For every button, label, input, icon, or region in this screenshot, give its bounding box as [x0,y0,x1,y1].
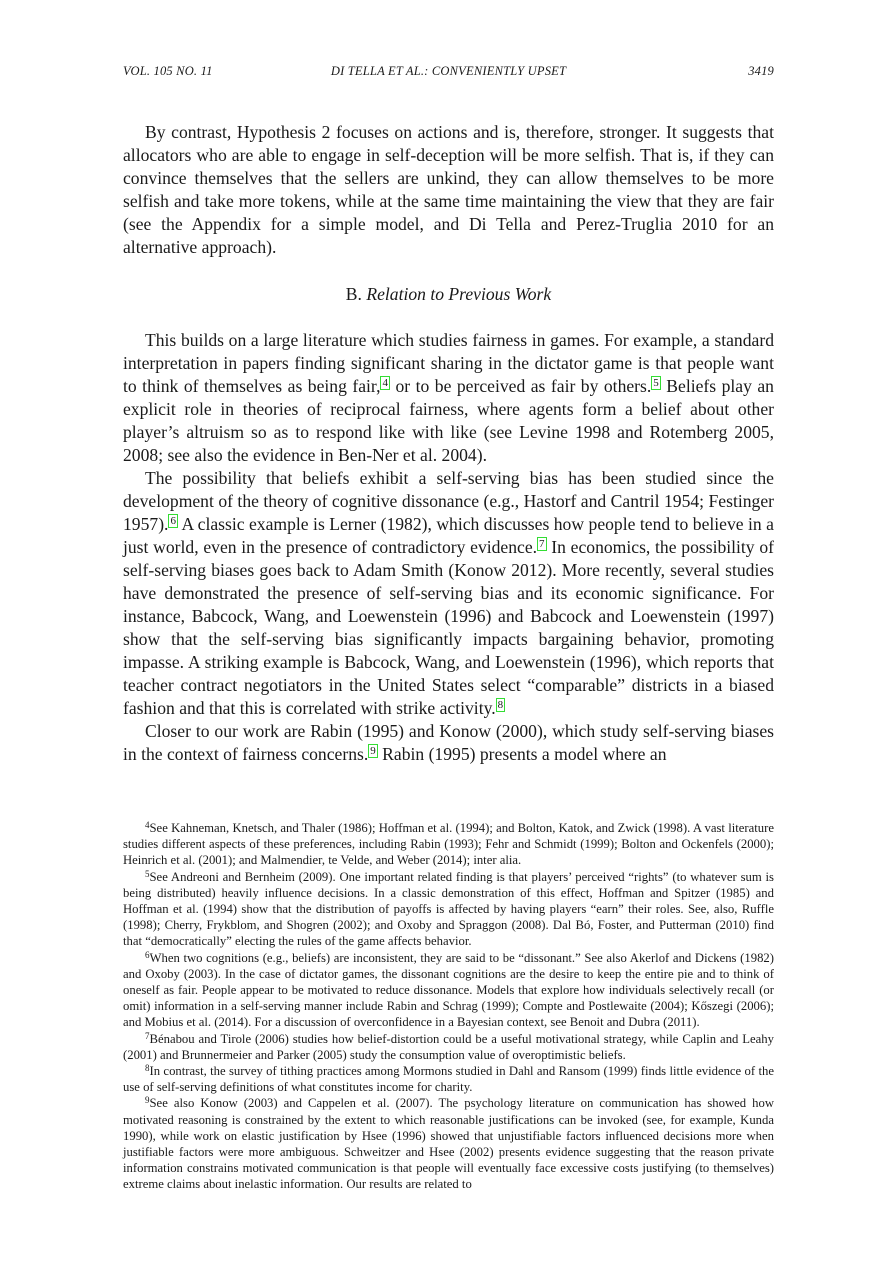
footnote-ref-4[interactable]: 4 [382,377,388,389]
footnote-6: $^6$When two cognitions (e.g., beliefs) are inconsistent, they are said to be “dissonant.” See also Akerlof and Dickens (1982) and Oxoby (2003). In the case of dictator games, the dissonant cognitions are the desire to keep the entire pie and to think of oneself as fair. People appear to be motivated to reduce dissonance. Models that explore how individuals selectively recall (or omit) information in a self-serving manner include Rabin and Schrag (1999); Compte and Postlewaite (2004); Kőszegi (2006); and Mobius et al. (2014). For a discussion of overconfidence in a Bayesian context, see Benoit and Dubra (2011). [123,949,774,1030]
section-heading [123,284,774,305]
footnote-4: $^4$See Kahneman, Knetsch, and Thaler (1986); Hoffman et al. (1994); and Bolton, Katok, and Zwick (1998). A vast literature studies different aspects of these preferences, including Rabin (1993); Fehr and Schmidt (1999); Bolton and Ockenfels (2000); Heinrich et al. (2001); and Malmendier, te Velde, and Weber (2014); inter alia. [123,820,774,868]
footnote-ref-6[interactable]: 6 [170,515,176,527]
paragraph-fairness-literature: This builds on a large literature which studies fairness in games. For example, a standard interpretation in papers finding significant sharing in the dictator game is that people want to think of themselves as being fair, $^4$ or to be perceived as fair by others. $^5$ Beliefs play an explicit role in theories of reciprocal fairness, where agents form a belief about other player’s altruism so as to respond like with like (see Levine 1998 and Rotemberg 2005, 2008; see also the evidence in Ben-Ner et al. 2004). [123,330,774,465]
paragraph-hypothesis-2: By contrast, Hypothesis 2 focuses on actions and is, therefore, stronger. It suggests that allocators who are able to engage in self-deception will be more selfish. That is, if they can convince themselves that the sellers are unkind, they can allow themselves to be more selfish and take more tokens, while at the same time maintaining the view that they are fair (see the Appendix for a simple model, and Di Tella and Perez-Truglia 2010 for an alternative approach). [123,122,774,257]
footnotes [123,820,774,1193]
running-title: DI TELLA ET AL.: CONVENIENTLY UPSET [330,64,567,78]
section-letter: B. [345,284,362,304]
section-title: Relation to Previous Work [366,284,552,304]
volume-issue: VOL. 105 NO. 11 [123,64,213,78]
paragraph-self-serving-bias: The possibility that beliefs exhibit a self-serving bias has been studied since the development of the theory of cognitive dissonance (e.g., Hastorf and Cantril 1954; Festinger 1957). $^6$ A classic example is Lerner (1982), which discusses how people tend to believe in a just world, even in the presence of contradictory evidence. $^7$ In economics, the possibility of self-serving biases goes back to Adam Smith (Konow 2012). More recently, several studies have demonstrated the presence of self-serving bias and its economic significance. For instance, Babcock, Wang, and Loewenstein (1996) and Babcock and Loewenstein (1997) show that the self-serving bias significantly impacts bargaining behavior, promoting impasse. A striking example is Babcock, Wang, and Loewenstein (1996), which reports that teacher contract negotiators in the United States select “comparable” districts in a biased fashion and that this is correlated with strike activity. $^8$ [123,468,774,718]
body-paragraphs [123,329,774,766]
footnote-ref-9[interactable]: 9 [370,745,376,757]
footnote-8: $^8$In contrast, the survey of tithing practices among Mormons studied in Dahl and Ransom (1999) finds little evidence of the use of self-serving definitions of what constitutes income for charity. [123,1063,774,1095]
footnote-7: $^7$Bénabou and Tirole (2006) studies how belief-distortion could be a useful motivational strategy, while Caplin and Leahy (2001) and Brunnermeier and Parker (2005) study the consumption value of overoptimistic beliefs. [123,1030,774,1062]
footnote-ref-7[interactable]: 7 [539,538,545,550]
paragraph-closer-work: Closer to our work are Rabin (1995) and Konow (2000), which study self-serving biases in the context of fairness concerns. $^9$ Rabin (1995) presents a model where an [123,721,774,764]
footnote-ref-5[interactable]: 5 [653,377,659,389]
footnote-9: $^9$See also Konow (2003) and Cappelen et al. (2007). The psychology literature on communication has showed how motivated reasoning is constrained by the extent to which reasonable justifications can be invoked (see, for example, Kunda 1990), while work on elastic justification by Hsee (1996) showed that unjustifiable factors influenced decisions more when justifiable factors were more ambiguous. Schweitzer and Hsee (2002) presents evidence suggesting that the reason private information constrains motivated communication is that people will eventually face excessive costs justifying (to themselves) extreme claims about inelastic information. Our results are related to [123,1095,774,1192]
footnote-ref-8[interactable]: 8 [497,699,504,711]
running-header [123,64,774,82]
footnote-5: $^5$See Andreoni and Bernheim (2009). One important related finding is that players’ perceived “rights” (to whatever sum is being distributed) heavily influence decisions. In a classic demonstration of this effect, Hoffman and Spitzer (1985) and Hoffman et al. (1994) show that the distribution of payoffs is affected by having players “earn” their roles. See, also, Ruffle (1998); Cherry, Frykblom, and Shogren (2002); and Oxoby and Spraggon (2008). Dal Bó, Foster, and Putterman (2010) find that “democratically” electing the rules of the game affects behavior. [123,868,774,949]
page-number: 3419 [748,64,774,78]
